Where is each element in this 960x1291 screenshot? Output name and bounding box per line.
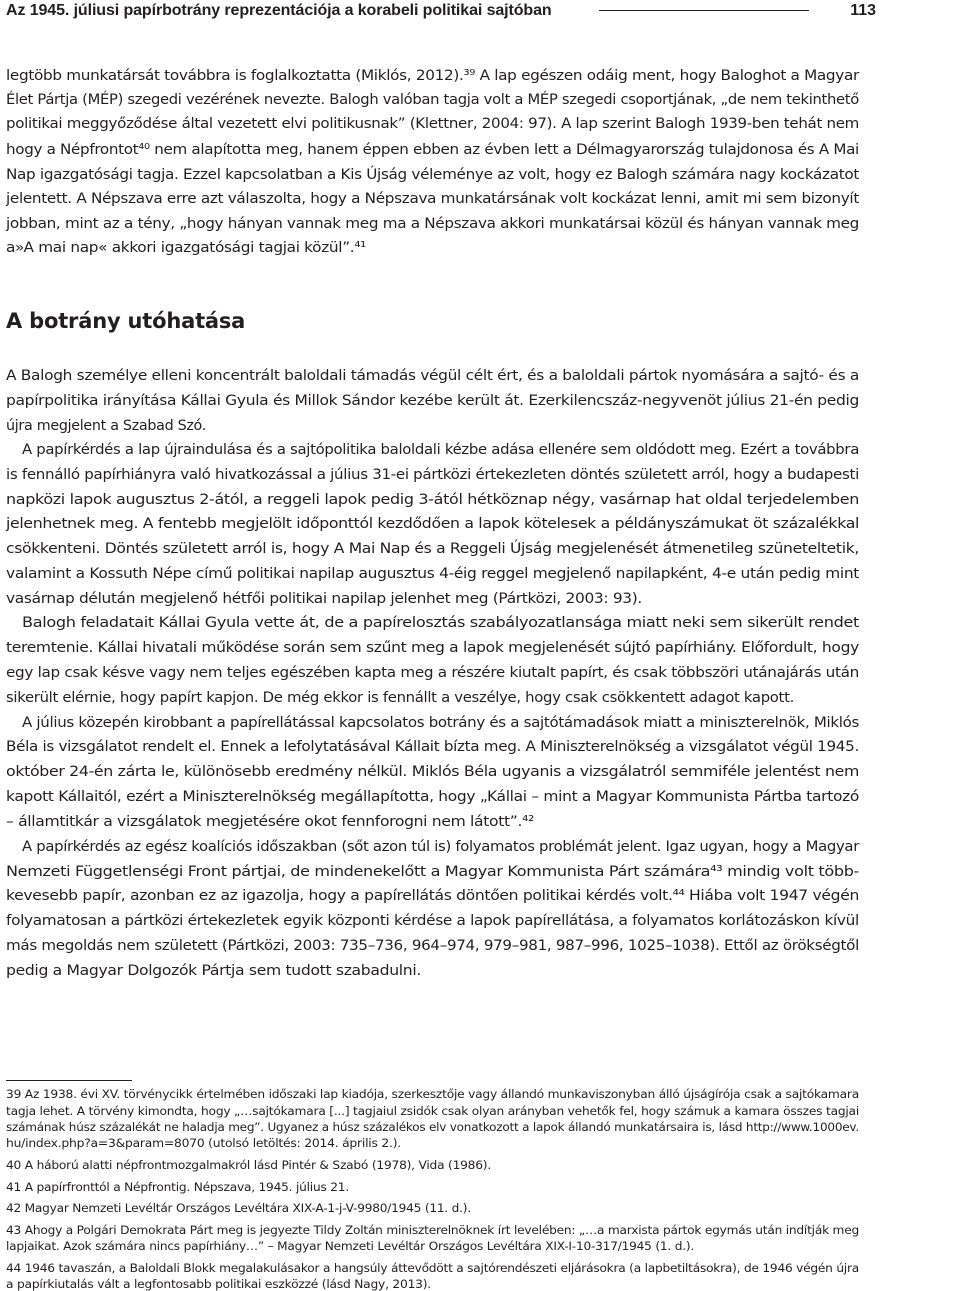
body-line: Nap igazgatósági tagja. Ezzel kapcsolatban a Kis Újság véleménye az volt, hogy ez Balogh számára nagy kockázatot	[6, 166, 860, 183]
footnote-line: 39 Az 1938. évi XV. törvénycikk értelmében időszaki lap kiadója, szerkesztője vagy állandó munkaviszonyban álló újságírója csak a sajtókamara	[6, 1087, 860, 1101]
body-line: kevesebb papír, azonban ez az igazolja, hogy a papírellátás döntően politikai kérdés volt.⁴⁴ Hiába volt 1947 végén	[6, 887, 860, 904]
body-line: A Balogh személye elleni koncentrált baloldali támadás végül célt ért, és a baloldali pártok nyomására a sajtó- és a	[6, 367, 859, 384]
section-title: A botrány utóhatása	[6, 309, 246, 333]
body-line: Nemzeti Függetlenségi Front pártjai, de mindenekelőtt a Magyar Kommunista Párt számára⁴³ mindig volt több-	[6, 863, 860, 880]
body-line: A papírkérdés az egész koalíciós időszakban (sőt azon túl is) folyamatos problémát jelent. Igaz ugyan, hogy a Magyar	[22, 838, 859, 855]
body-line: – államtitkár a vizsgálatok megjetésére okot fennforogni nem látott”.⁴²	[6, 813, 535, 830]
body-line: a»A mai nap« akkori igazgatósági tagjai közül”.⁴¹	[6, 239, 366, 256]
footnote-line: 42 Magyar Nemzeti Levéltár Országos Levéltára XIX-A-1-j-V-9980/1945 (11. d.).	[6, 1201, 471, 1215]
body-line: folyamatosan a pártközi értekezletek egyik központi kérdése a lapok papírellátása, a folyamatos korlátozáskon kívül	[6, 912, 859, 929]
footnote-line: számának húsz százalékát ne haladja meg”. Ugyanez a húsz százalékos elv vonatkozott a lapok állandó munkatársaira is, lásd http://www.1000ev.	[6, 1120, 860, 1134]
body-line: október 24-én zárta le, különösebb eredmény nélkül. Miklós Béla ugyanis a vizsgálatról semmiféle jelentést nem	[6, 763, 860, 780]
body-line: csökkenteni. Döntés született arról is, hogy A Mai Nap és a Reggeli Újság megjelenését átmenetileg szüneteltetik,	[6, 540, 860, 557]
body-line: más megoldás nem született (Pártközi, 2003: 735–736, 964–974, 979–981, 987–996, 1025–1038). Ettől az örökségtől	[6, 937, 859, 954]
body-line: jelenhetnek meg. A fentebb megjelölt időponttól kezdődően a lapok kötelesek a példányszámukat öt százalékkal	[6, 515, 860, 532]
footnote-rule	[6, 1080, 132, 1081]
body-line: újra megjelent a Szabad Szó.	[6, 417, 207, 434]
body-line: egy lap csak késve vagy nem teljes egészében kapta meg a részére kiutalt papírt, és csak többszöri utánajárás után	[6, 664, 859, 681]
body-line: jelentett. A Népszava erre azt válaszolta, hogy a Népszava munkatársának volt kockázat lenni, amit mi sem bizonyít	[6, 190, 859, 207]
body-line: hogy a Népfrontot⁴⁰ nem alapította meg, hanem éppen ebben az évben lett a Délmagyarország tulajdonosa és A Mai	[6, 141, 859, 158]
body-line: jobban, mint az a tény, „hogy hányan vannak meg ma a Népszava akkori munkatársai közül és hányan vannak meg	[6, 215, 859, 232]
page-number: 113	[850, 2, 876, 19]
footnote-line: 43 Ahogy a Polgári Demokrata Párt meg is jegyezte Tildy Zoltán miniszterelnöknek írt levelében: „…a marxista pártok egymás után indítják meg	[6, 1223, 860, 1237]
footnote-line: lapjaikat. Azok számára nincs papírhiány…” – Magyar Nemzeti Levéltár Országos Levéltára XIX-I-10-317/1945 (1. d.).	[6, 1239, 695, 1253]
body-line: politikai meggyőződése által vezetett elvi politikusnak” (Klettner, 2004: 97). A lap szerint Balogh 1939-ben tehát nem	[6, 115, 860, 132]
running-title: Az 1945. júliusi papírbotrány reprezentációja a korabeli politikai sajtóban	[6, 2, 552, 19]
body-line: kapott Kállaitól, ezért a Miniszterelnökség megállapította, hogy „Kállai – mint a Magyar Kommunista Pártba tartozó	[6, 788, 860, 805]
body-line: teremtenie. Kállai hivatali működése során sem szűnt meg a lapok megjelenését sújtó papírhiány. Előfordult, hogy	[6, 639, 859, 656]
body-line: vasárnap délután megjelenő hétfői politikai napilap jelenhet meg (Pártközi, 2003: 93).	[6, 590, 643, 607]
body-line: pedig a Magyar Dolgozók Pártja sem tudott szabadulni.	[6, 962, 421, 979]
body-line: legtöbb munkatársát továbbra is foglalkoztatta (Miklós, 2012).³⁹ A lap egészen odáig ment, hogy Baloghot a Magyar	[6, 67, 859, 84]
body-line: is fennálló papírhiányra való hivatkozással a július 31-ei pártközi értekezleten döntés született arról, hogy a budapesti	[6, 466, 859, 483]
body-line: A papírkérdés a lap újraindulása és a sajtópolitika baloldali kézbe adása ellenére sem oldódott meg. Ezért a továbbra	[22, 441, 860, 458]
body-line: papírpolitika irányítása Kállai Gyula és Millok Sándor kezébe került át. Ezerkilencszáz-negyvenöt július 21-én pedig	[6, 392, 859, 409]
footnote-line: tagja lehet. A törvény kimondta, hogy „…sajtókamara [...] tagjaiul zsidók csak olyan arányban vehetők fel, hogy számuk a kamara összes tagjai	[6, 1104, 860, 1118]
footnote-line: 40 A háború alatti népfrontmozgalmakról lásd Pintér & Szabó (1978), Vida (1986).	[6, 1158, 492, 1172]
body-line: Élet Pártja (MÉP) szegedi vezérének nevezte. Balogh valóban tagja volt a MÉP szegedi csoportjának, „de nem tekinthető	[6, 91, 859, 108]
body-line: Béla is vizsgálatot rendelt el. Ennek a lefolytatásával Kállait bízta meg. A Miniszterelnökség a vizsgálatot végül 1945.	[6, 738, 859, 755]
body-line: valamint a Kossuth Népe című politikai napilap augusztus 4-éig reggel megjelenő napilapként, 4-e után pedig mint	[6, 565, 860, 582]
body-line: A július közepén kirobbant a papírellátással kapcsolatos botrány és a sajtótámadások miatt a miniszterelnök, Miklós	[22, 714, 860, 731]
footnote-line: 41 A papírfronttól a Népfrontig. Népszava, 1945. július 21.	[6, 1180, 349, 1194]
body-line: Balogh feladatait Kállai Gyula vette át, de a papírelosztás szabályozatlansága miatt neki sem sikerült rendet	[22, 614, 859, 631]
footnote-line: 44 1946 tavaszán, a Baloldali Blokk megalakulásakor a hangsúly áttevődött a sajtórendészeti eljárásokra (a lapbetiltásokra), de 1946 végén újra	[6, 1261, 859, 1275]
footnote-line: a papírkiutalás vált a legfontosabb politikai eszközzé (lásd Nagy, 2013).	[6, 1277, 431, 1291]
footnote-line: hu/index.php?a=3&param=8070 (utolsó letöltés: 2014. április 2.).	[6, 1136, 401, 1150]
body-line: sikerült elérnie, hogy papírt kapjon. De még ekkor is fennállt a veszélye, hogy csak csökkentett adagot kapott.	[6, 689, 794, 706]
body-line: napközi lapok augusztus 2-ától, a reggeli lapok pedig 3-ától hétköznap négy, vasárnap hat oldal terjedelemben	[6, 491, 860, 508]
